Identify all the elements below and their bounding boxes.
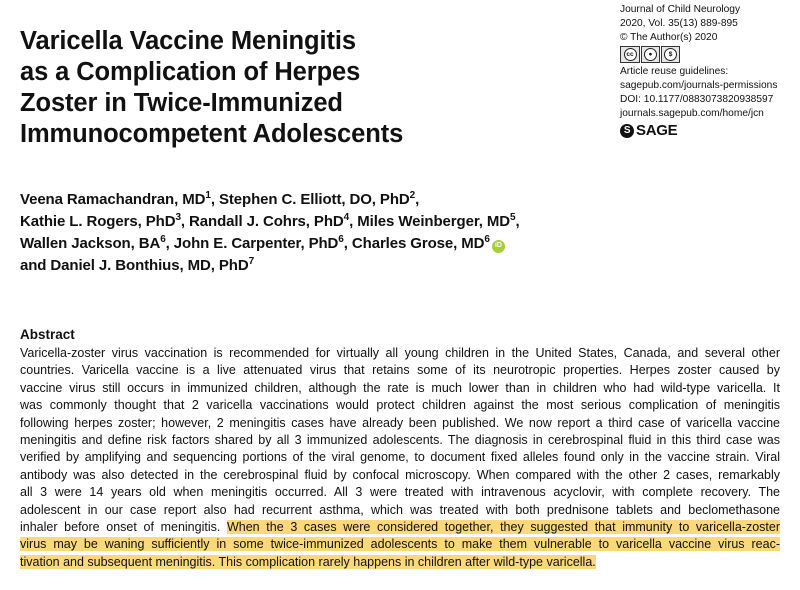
attribution-icon: ● — [641, 46, 660, 63]
author-list — [20, 189, 790, 277]
abstract-line: countries. Varicella vaccine is a live attenuated virus that retains some of its neurotropic properties. Herpes zoster caused by — [20, 363, 780, 378]
abstract-text: inhaler before onset of meningitis. — [20, 520, 227, 535]
journal-home-link[interactable]: journals.sagepub.com/home/jcn — [620, 108, 764, 119]
author-line: Veena Ramachandran, $MD^1$, Stephen C. Elliott, DO, PhD$^2$, — [20, 190, 420, 208]
highlighted-text: virus may be waning sufficiently in some twice-immunized adolescents to make them vulnerable to varicella vaccine virus reac- — [20, 537, 780, 552]
publisher-name: SAGE — [636, 122, 678, 139]
author-line: Wallen Jackson, $BA^6$, John E. Carpenter, PhD$^6$, Charles Grose, $MD^6iD$ — [20, 233, 790, 255]
abstract-line — [20, 519, 780, 536]
journal-volume: 2020, Vol. 35(13) 889-895 — [620, 18, 738, 29]
noncommercial-icon: $ — [661, 46, 680, 63]
abstract-line: verified by amplifying and sequencing portions of the viral genome, to document fixed alleles found only in the vaccine strain. Viral — [20, 450, 780, 465]
highlighted-text: When the 3 cases were considered together, they suggested that immunity to varicella-zoster — [226, 520, 780, 535]
abstract-line — [20, 536, 780, 553]
highlighted-text: tivation and subsequent meningitis. This complication rarely happens in children after wild-type varicella. — [20, 554, 596, 569]
abstract-line: Varicella-zoster virus vaccination is recommended for virtually all young children in the United States, Canada, and several other — [20, 346, 780, 360]
cc-license-badge[interactable] — [620, 46, 798, 63]
abstract-body — [20, 345, 780, 571]
abstract-line: following herpes zoster; however, 2 meningitis cases have already been published. We now report a third case of varicella vaccine — [20, 415, 780, 430]
author-line: and Daniel J. Bonthius, MD, PhD$^7$ — [20, 256, 255, 274]
orcid-icon[interactable]: iD — [492, 240, 505, 253]
article-title — [20, 26, 440, 150]
title-line: Immunocompetent Adolescents — [20, 120, 404, 148]
title-line: Zoster in Twice-Immunized — [20, 89, 343, 117]
abstract-line: adolescent in our case report also had recurrent asthma, which was treated with both prednisone tablets and beclomethasone — [20, 502, 780, 517]
abstract-line: antibody was also detected in the cerebrospinal fluid by confocal microscopy. When compared with the other 2 cases, remarkably — [20, 467, 780, 482]
reuse-label: Article reuse guidelines: — [620, 66, 729, 77]
abstract-heading: Abstract — [20, 327, 75, 342]
author-line: Kathie L. Rogers, PhD$^3$, Randall J. Cohrs, PhD$^4$, Miles Weinberger, $MD^5$, — [20, 212, 520, 230]
abstract-line: vaccine virus still occurs in immunized children, although the rate is much lower than in children who had wild-type varicella. It — [20, 380, 780, 395]
abstract-line: was commonly thought that 2 varicella vaccinations would protect children against the most serious complication of meningitis — [20, 398, 780, 413]
abstract-line: meningitis and define risk factors shared by all 3 immunized adolescents. The diagnosis in cerebrospinal fluid in this third case was — [20, 433, 780, 448]
abstract-line: all 3 were 14 years old when meningitis occurred. All 3 were treated with intravenous acyclovir, with complete recovery. The — [20, 485, 780, 500]
journal-copyright: © The Author(s) 2020 — [620, 32, 718, 43]
journal-info — [620, 3, 798, 138]
cc-icon: cc — [620, 46, 640, 63]
title-line: as a Complication of Herpes — [20, 58, 361, 86]
title-line: Varicella Vaccine Meningitis — [20, 27, 356, 55]
publisher-logo — [620, 124, 798, 138]
journal-name: Journal of Child Neurology — [620, 4, 741, 15]
reuse-link[interactable]: sagepub.com/journals-permissions — [620, 80, 778, 91]
sage-logo-icon: S — [620, 124, 634, 138]
abstract-line — [20, 554, 780, 571]
doi[interactable]: DOI: 10.1177/0883073820938597 — [620, 94, 774, 105]
